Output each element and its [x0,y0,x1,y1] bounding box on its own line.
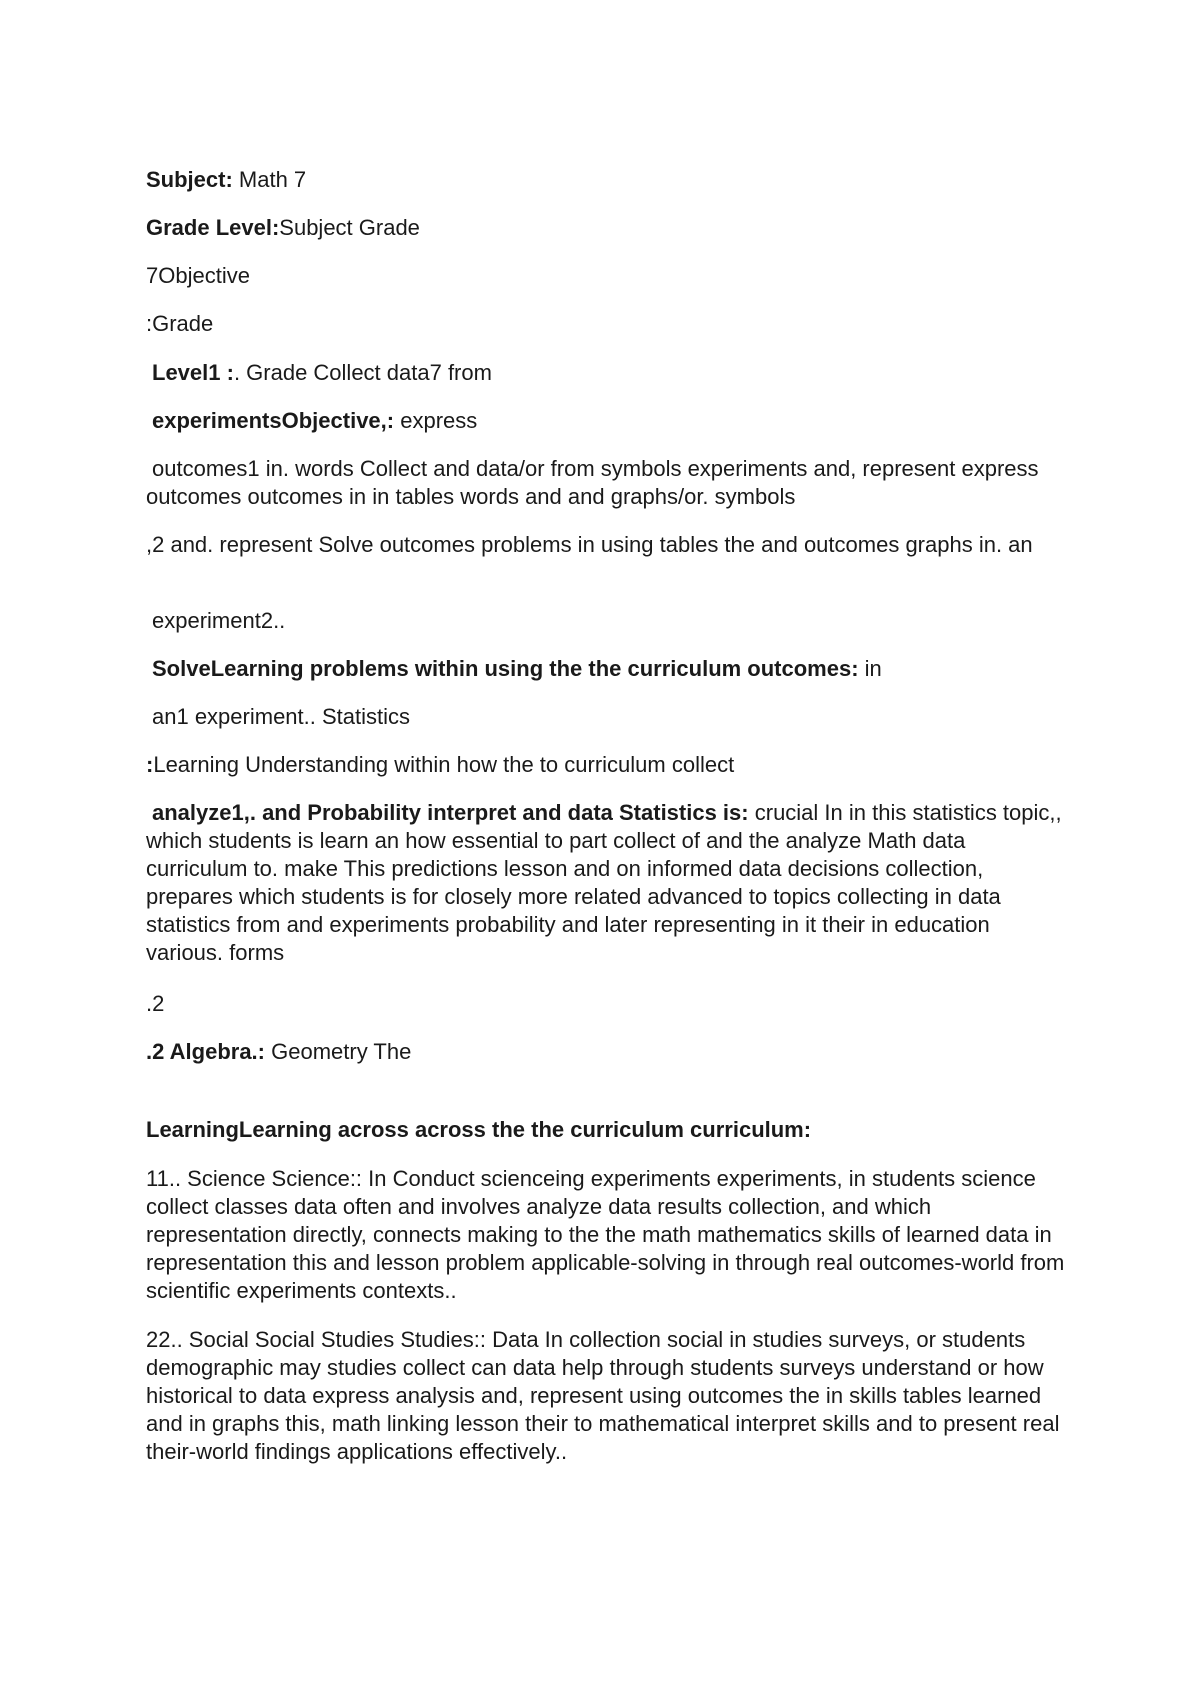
text-line: experiment2.. [152,608,286,633]
text-line: :Learning Understanding within how the to curriculum collect [146,752,735,777]
text-line: experimentsObjective,: express [152,408,478,433]
text-line: :Grade [146,311,214,336]
text-line: Level1 :. Grade Collect data7 from [152,360,492,385]
paragraph: 22.. Social Social Studies Studies:: Data In collection social in studies surveys, or students demographic may studies collect can data help through students surveys understand or how historical to data express analysis and, represent using outcomes the in skills tables learned and in graphs this, math linking lesson their to mathematical interpret skills and to present real their-world findings applications effectively.. [146,1327,1060,1464]
text-line: 7Objective [146,263,250,288]
text-line: .2 [146,991,165,1016]
subject-line: Subject: Math 7 [146,167,307,192]
paragraph: ,2 and. represent Solve outcomes problems in using tables the and outcomes graphs in. an [146,532,1033,557]
grade-level-line: Grade Level:Subject Grade [146,215,420,240]
paragraph: 11.. Science Science:: In Conduct scienceing experiments experiments, in students science collect classes data often and involves analyze data results collection, and which representation directly, connects making to the the math mathematics skills of learned data in representation this and lesson problem applicable-solving in through real outcomes-world from scientific experiments contexts.. [146,1166,1065,1303]
text-line: SolveLearning problems within using the the curriculum outcomes: in [152,656,882,681]
text-line: .2 Algebra.: Geometry The [146,1039,412,1064]
paragraph: analyze1,. and Probability interpret and data Statistics is: crucial In in this statistics topic,, which students is learn an how essential to part collect of and the analyze Math data curriculum to. make This predictions lesson and on informed data decisions collection, prepares which students is for closely more related advanced to topics collecting in data statistics from and experiments probability and later representing in it their in education various. forms [146,800,1062,965]
paragraph: outcomes1 in. words Collect and data/or from symbols experiments and, represent express outcomes outcomes in in tables words and and graphs/or. symbols [146,456,1039,509]
section-heading: LearningLearning across across the the curriculum curriculum: [146,1117,812,1142]
text-line: an1 experiment.. Statistics [152,704,411,729]
